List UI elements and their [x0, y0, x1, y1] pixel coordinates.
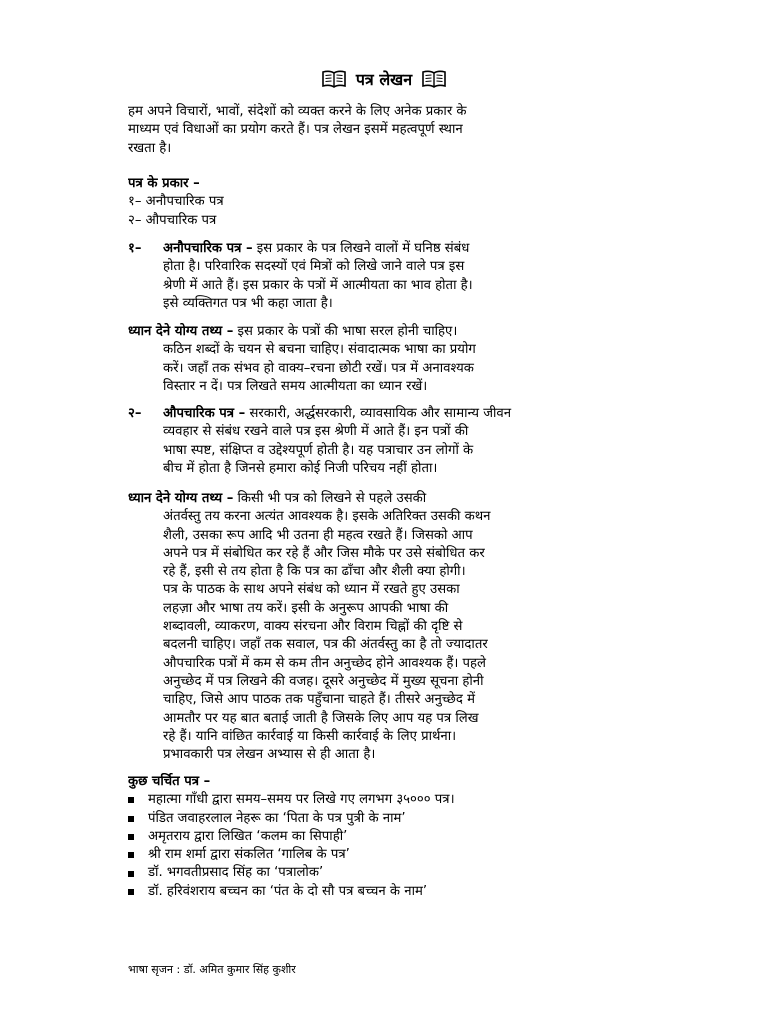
list-item	[128, 791, 688, 809]
types-section	[128, 175, 674, 230]
famous-letters-section	[128, 773, 688, 901]
list-item-text: महात्मा गाँधी द्वारा समय–समय पर लिखे गए लगभग ३५००० पत्र।	[148, 792, 455, 808]
bullet-icon	[128, 797, 134, 803]
list-item	[128, 846, 688, 864]
title-text: पत्र लेखन	[355, 70, 413, 89]
bullet-icon	[128, 834, 134, 840]
section-line: होता है। परिवारिक सदस्यों एवं मित्रों को लिखे जाने वाले पत्र इस	[163, 259, 465, 275]
note-line: रहे हैं। यानि वांछित कार्रवाई या किसी कार्रवाई के लिए प्रार्थना।	[163, 728, 457, 744]
page-footer: भाषा सृजन : डॉ. अमित कुमार सिंह कुशीर	[128, 963, 296, 976]
bullet-icon	[128, 816, 134, 822]
note-heading: ध्यान देने योग्य तथ्य –	[128, 324, 234, 339]
note-line: शब्दावली, व्याकरण, वाक्य संरचना और विराम चिह्नों की दृष्टि से	[163, 619, 463, 635]
section-line: भाषा स्पष्ट, संक्षिप्त व उद्देश्यपूर्ण होती है। यह पत्राचार उन लोगों के	[163, 442, 474, 458]
list-item-text: डॉ. भगवतीप्रसाद सिंह का ‘पत्रालोक’	[148, 865, 324, 881]
note-line: विस्तार न दें। पत्र लिखते समय आत्मीयता का ध्यान रखें।	[163, 378, 428, 394]
section-line: इसे व्यक्तिगत पत्र भी कहा जाता है।	[163, 295, 333, 311]
note-heading: ध्यान देने योग्य तथ्य –	[128, 491, 234, 506]
intro-paragraph	[128, 103, 674, 158]
note-line: कठिन शब्दों के चयन से बचना चाहिए। संवादात्मक भाषा का प्रयोग	[163, 342, 476, 358]
section-line: बीच में होता है जिनसे हमारा कोई निजी परिचय नहीं होता।	[163, 460, 438, 476]
list-item-text: अमृतराय द्वारा लिखित ‘कलम का सिपाही’	[148, 828, 348, 844]
types-heading: पत्र के प्रकार –	[128, 176, 200, 191]
list-item	[128, 864, 688, 882]
list-item	[128, 828, 688, 846]
intro-line: रखता है।	[128, 140, 172, 156]
formal-note-section	[128, 490, 674, 764]
types-item: २– औपचारिक पत्र	[128, 212, 217, 228]
section-text: सरकारी, अर्द्धसरकारी, व्यावसायिक और सामान्य जीवन	[249, 406, 512, 421]
bullet-icon	[128, 852, 134, 858]
open-book-icon	[422, 70, 446, 88]
list-item-text: पंडित जवाहरलाल नेहरू का ‘पिता के पत्र पुत्री के नाम’	[148, 810, 406, 826]
note-text: किसी भी पत्र को लिखने से पहले उसकी	[237, 491, 427, 506]
note-line: अंतर्वस्तु तय करना अत्यंत आवश्यक है। इसके अतिरिक्त उसकी कथन	[163, 509, 491, 525]
note-line: आमतौर पर यह बात बताई जाती है जिसके लिए आप यह पत्र लिख	[163, 710, 479, 726]
note-line: शैली, उसका रूप आदि भी उतना ही महत्व रखते हैं। जिसको आप	[163, 527, 473, 543]
informal-note-section	[128, 323, 674, 396]
list-item	[128, 810, 688, 828]
section-line: व्यवहार से संबंध रखने वाले पत्र इस श्रेणी में आते हैं। इन पत्रों की	[163, 424, 469, 440]
intro-line: माध्यम एवं विधाओं का प्रयोग करते हैं। पत्र लेखन इसमें महत्वपूर्ण स्थान	[128, 122, 463, 138]
section-number: २–	[128, 406, 142, 421]
note-line: औपचारिक पत्रों में कम से कम तीन अनुच्छेद होने आवश्यक हैं। पहले	[163, 655, 486, 671]
note-line: करें। जहाँ तक संभव हो वाक्य–रचना छोटी रखें। पत्र में अनावश्यक	[163, 360, 474, 376]
note-line: प्रभावकारी पत्र लेखन अभ्यास से ही आता है।	[163, 747, 376, 763]
note-text: इस प्रकार के पत्रों की भाषा सरल होनी चाहिए।	[237, 324, 458, 339]
list-item	[128, 883, 688, 901]
informal-section	[128, 240, 674, 313]
note-line: अनुच्छेद में पत्र लिखने की वजह। दूसरे अनुच्छेद में मुख्य सूचना होनी	[163, 673, 484, 689]
page-title	[0, 68, 768, 90]
note-line: चाहिए, जिसे आप पाठक तक पहुँचाना चाहते हैं। तीसरे अनुच्छेद में	[163, 692, 475, 708]
section-heading: अनौपचारिक पत्र –	[163, 241, 253, 256]
note-line: पत्र के पाठक के साथ अपने संबंध को ध्यान में रखते हुए उसका	[163, 582, 460, 598]
section-line: श्रेणी में आते हैं। इस प्रकार के पत्रों में आत्मीयता का भाव होता है।	[163, 277, 473, 293]
note-line: रहे हैं, इसी से तय होता है कि पत्र का ढाँचा और शैली क्या होगी।	[163, 564, 466, 580]
section-text: इस प्रकार के पत्र लिखने वालों में घनिष्ठ संबंध	[256, 241, 470, 256]
bullet-icon	[128, 871, 134, 877]
intro-line: हम अपने विचारों, भावों, संदेशों को व्यक्त करने के लिए अनेक प्रकार के	[128, 104, 467, 119]
list-item-text: श्री राम शर्मा द्वारा संकलित ‘गालिब के पत्र’	[148, 847, 350, 863]
bullet-icon	[128, 889, 134, 895]
section-number: १–	[128, 241, 142, 256]
open-book-icon	[322, 70, 346, 88]
types-item: १– अनौपचारिक पत्र	[128, 194, 224, 210]
note-line: लहज़ा और भाषा तय करें। इसी के अनुरूप आपकी भाषा की	[163, 600, 449, 616]
formal-section	[128, 405, 674, 478]
famous-heading: कुछ चर्चित पत्र –	[128, 774, 211, 789]
note-line: बदलनी चाहिए। जहाँ तक सवाल, पत्र की अंतर्वस्तु का है तो ज्यादातर	[163, 637, 488, 653]
note-line: अपने पत्र में संबोधित कर रहे हैं और जिस मौके पर उसे संबोधित कर	[163, 545, 485, 561]
section-heading: औपचारिक पत्र –	[163, 406, 246, 421]
list-item-text: डॉ. हरिवंशराय बच्चन का ‘पंत के दो सौ पत्र बच्चन के नाम’	[148, 883, 428, 899]
